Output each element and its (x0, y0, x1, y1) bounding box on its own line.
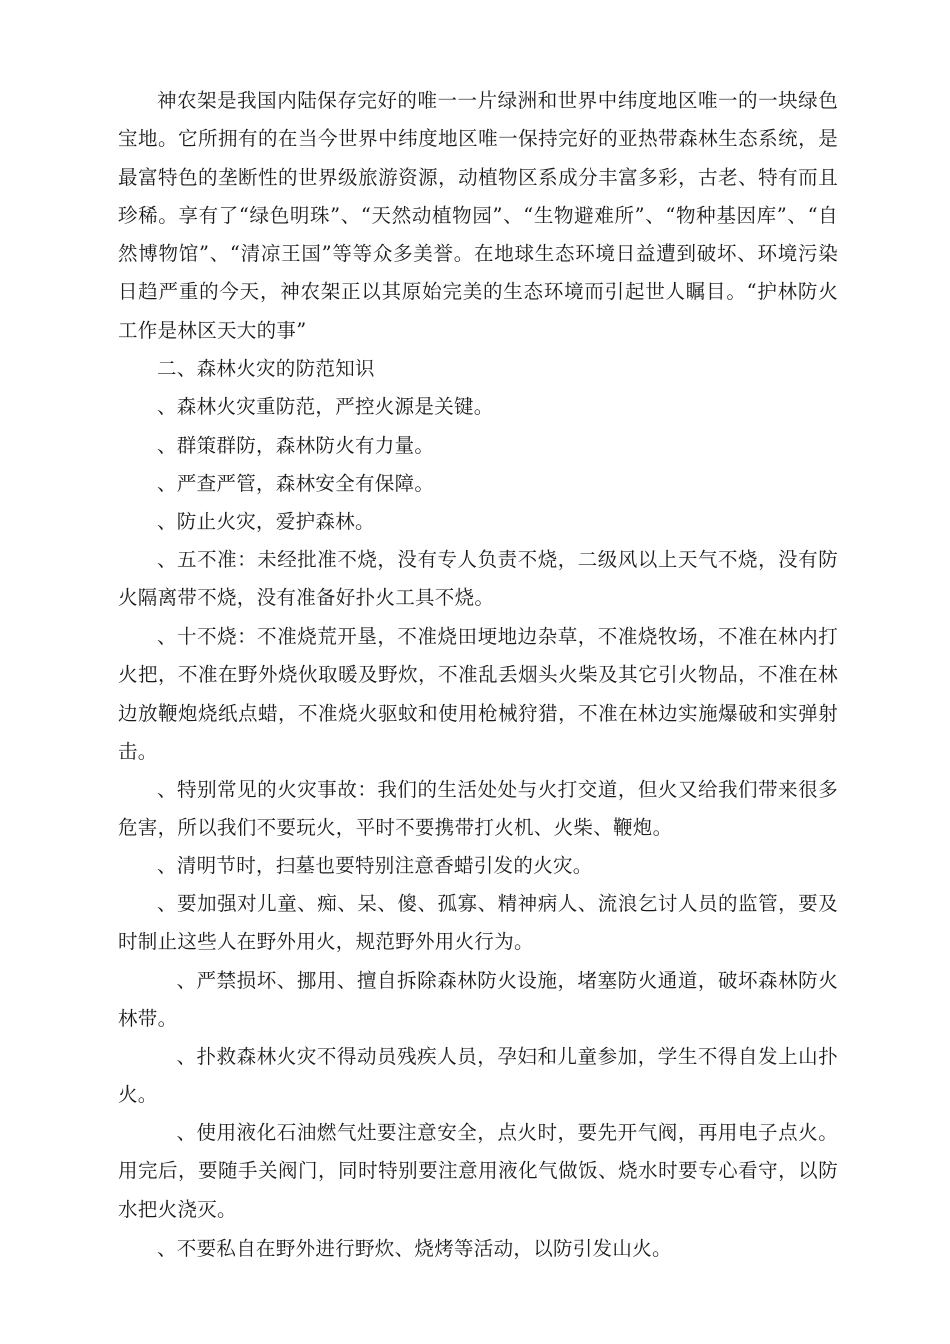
list-item: 、森林火灾重防范，严控火源是关键。 (157, 395, 494, 418)
list-item: 、防止火灾，爱护森林。 (157, 510, 375, 533)
intro-paragraph: 神农架是我国内陆保存完好的唯一一片绿洲和世界中纬度地区唯一的一块绿色宝地。它所拥有的在当今世界中纬度地区唯一保持完好的亚热带森林生态系统，是最富特色的垄断性的世界级旅游资源，动植物区系成分丰富多彩，古老、特有而且珍稀。享有了“绿色明珠”、“天然动植物园”、“生物避难所”、“物种基因库”、“自然博物馆”、“清凉王国”等等众多美誉。在地球生态环境日益遭到破坏、环境污染日趋严重的今天，神农架正以其原始完美的生态环境而引起世人瞩目。“护林防火工作是林区天大的事” (118, 89, 838, 342)
list-item: 、特别常见的火灾事故：我们的生活处处与火打交道，但火又给我们带来很多危害，所以我们不要玩火，平时不要携带打火机、火柴、鞭炮。 (118, 778, 838, 840)
list-item: 、严禁损坏、挪用、擅自拆除森林防火设施，堵塞防火通道，破坏森林防火林带。 (118, 969, 838, 1031)
list-item: 、十不烧：不准烧荒开垦，不准烧田埂地边杂草，不准烧牧场，不准在林内打火把，不准在野外烧伙取暖及野炊，不准乱丢烟头火柴及其它引火物品，不准在林边放鞭炮烧纸点蜡，不准烧火驱蚊和使用枪械狩猎，不准在林边实施爆破和实弹射击。 (118, 625, 838, 763)
list-item: 、不要私自在野外进行野炊、烧烤等活动，以防引发山火。 (157, 1237, 672, 1260)
list-item: 、清明节时，扫墓也要特别注意香蜡引发的火灾。 (157, 854, 593, 877)
section-heading: 二、森林火灾的防范知识 (157, 357, 375, 380)
list-item: 、要加强对儿童、痴、呆、傻、孤寡、精神病人、流浪乞讨人员的监管，要及时制止这些人在野外用火，规范野外用火行为。 (118, 892, 838, 954)
list-item: 、群策群防，森林防火有力量。 (157, 434, 435, 457)
list-item: 、五不准：未经批准不烧，没有专人负责不烧，二级风以上天气不烧，没有防火隔离带不烧，没有准备好扑火工具不烧。 (118, 548, 838, 610)
list-item: 、使用液化石油燃气灶要注意安全，点火时，要先开气阀，再用电子点火。用完后，要随手关阀门，同时特别要注意用液化气做饭、烧水时要专心看守，以防水把火浇灭。 (118, 1121, 838, 1221)
list-item: 、扑救森林火灾不得动员残疾人员，孕妇和儿童参加，学生不得自发上山扑火。 (118, 1045, 838, 1107)
list-item: 、严查严管，森林安全有保障。 (157, 472, 435, 495)
